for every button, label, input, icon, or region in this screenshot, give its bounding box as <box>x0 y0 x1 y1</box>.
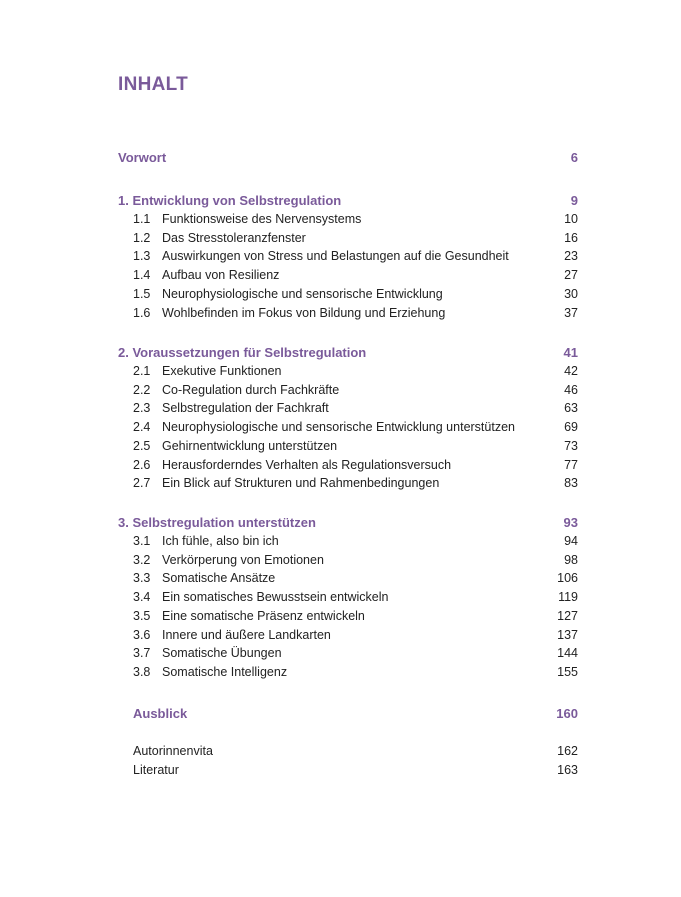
toc-section-number: 3.4 <box>133 590 151 604</box>
toc-section-label: Somatische Übungen <box>162 646 282 660</box>
toc-chapter-heading[interactable] <box>118 191 578 210</box>
toc-section-number: 2.7 <box>133 476 151 490</box>
toc-section-entry[interactable] <box>118 229 578 248</box>
toc-section-label: Innere und äußere Landkarten <box>162 628 331 642</box>
toc-chapter-page: 9 <box>570 193 578 208</box>
toc-section-page: 106 <box>557 571 578 585</box>
toc-section-label: Ich fühle, also bin ich <box>162 534 279 548</box>
toc-section-page: 98 <box>564 553 578 567</box>
toc-section-entry[interactable] <box>118 607 578 626</box>
toc-section-label: Funktionsweise des Nervensystems <box>162 212 362 226</box>
toc-section-entry[interactable] <box>118 551 578 570</box>
toc-section-number: 3.1 <box>133 534 151 548</box>
toc-section-entry[interactable] <box>118 304 578 323</box>
toc-section-entry[interactable] <box>118 644 578 663</box>
toc-section-number: 1.3 <box>133 249 151 263</box>
toc-section-label: Co-Regulation durch Fachkräfte <box>162 383 340 397</box>
toc-section-page: 42 <box>564 364 578 378</box>
toc-section-number: 3.5 <box>133 609 151 623</box>
toc-section-page: 37 <box>564 306 578 320</box>
toc-section-label: Ein Blick auf Strukturen und Rahmenbedingungen <box>162 476 440 490</box>
toc-section-page: 23 <box>564 249 578 263</box>
toc-section-label: Neurophysiologische und sensorische Entwicklung unterstützen <box>162 420 515 434</box>
toc-entry-page: 6 <box>570 150 578 165</box>
toc-section-entry[interactable] <box>118 381 578 400</box>
toc-section-label: Wohlbefinden im Fokus von Bildung und Erziehung <box>162 306 446 320</box>
toc-section-entry[interactable] <box>118 210 578 229</box>
toc-section-entry[interactable] <box>118 399 578 418</box>
toc-entry-page: 160 <box>556 706 578 721</box>
toc-section-number: 2.3 <box>133 401 151 415</box>
toc-chapter-label: 2. Voraussetzungen für Selbstregulation <box>118 345 367 360</box>
toc-chapter-heading[interactable] <box>118 343 578 362</box>
toc-section-label: Ein somatisches Bewusstsein entwickeln <box>162 590 389 604</box>
toc-section-entry[interactable] <box>118 663 578 682</box>
toc-section-label: Eine somatische Präsenz entwickeln <box>162 609 365 623</box>
toc-section-number: 2.1 <box>133 364 151 378</box>
toc-section-page: 119 <box>558 590 578 604</box>
toc-section-page: 30 <box>564 287 578 301</box>
toc-section-entry[interactable] <box>118 626 578 645</box>
toc-section-label: Aufbau von Resilienz <box>162 268 280 282</box>
toc-back-matter-entry[interactable] <box>118 742 578 761</box>
toc-section-label: Gehirnentwicklung unterstützen <box>162 439 338 453</box>
toc-section-label: Somatische Intelligenz <box>162 665 288 679</box>
toc-section-label: Verkörperung von Emotionen <box>162 553 324 567</box>
toc-section-label: Herausforderndes Verhalten als Regulationsversuch <box>162 458 452 472</box>
toc-section-page: 69 <box>564 420 578 434</box>
toc-section-number: 2.5 <box>133 439 151 453</box>
toc-section-page: 137 <box>557 628 578 642</box>
toc-section-page: 127 <box>557 609 578 623</box>
toc-section-number: 3.6 <box>133 628 151 642</box>
toc-section-page: 46 <box>564 383 578 397</box>
toc-entry-vorwort[interactable] <box>118 148 578 167</box>
toc-entry-label: Literatur <box>133 763 179 777</box>
toc-entry-ausblick[interactable] <box>118 704 578 723</box>
toc-section-number: 1.2 <box>133 231 151 245</box>
toc-section-entry[interactable] <box>118 437 578 456</box>
toc-section-entry[interactable] <box>118 285 578 304</box>
toc-section-entry[interactable] <box>118 266 578 285</box>
toc-section-number: 3.7 <box>133 646 151 660</box>
toc-section-page: 77 <box>564 458 578 472</box>
toc-section-page: 144 <box>557 646 578 660</box>
toc-chapter-label: 1. Entwicklung von Selbstregulation <box>118 193 342 208</box>
toc-chapter-page: 93 <box>563 515 578 530</box>
toc-section-number: 3.3 <box>133 571 151 585</box>
toc-section-page: 16 <box>564 231 578 245</box>
toc-section-label: Neurophysiologische und sensorische Entwicklung <box>162 287 443 301</box>
toc-section-entry[interactable] <box>118 362 578 381</box>
toc-section-page: 83 <box>564 476 578 490</box>
toc-chapter-heading[interactable] <box>118 513 578 532</box>
toc-section-number: 1.4 <box>133 268 151 282</box>
toc-chapter-label: 3. Selbstregulation unterstützen <box>118 515 316 530</box>
toc-back-matter-entry[interactable] <box>118 761 578 780</box>
toc-section-entry[interactable] <box>118 418 578 437</box>
toc-section-page: 27 <box>564 268 578 282</box>
toc-section-label: Somatische Ansätze <box>162 571 276 585</box>
toc-section-page: 63 <box>564 401 578 415</box>
toc-section-number: 3.2 <box>133 553 151 567</box>
toc-entry-page: 162 <box>557 744 578 758</box>
toc-section-number: 1.1 <box>133 212 151 226</box>
toc-section-number: 1.5 <box>133 287 151 301</box>
toc-section-entry[interactable] <box>118 588 578 607</box>
toc-entry-label: Autorinnenvita <box>133 744 213 758</box>
toc-chapter-page: 41 <box>563 345 578 360</box>
toc-section-number: 2.6 <box>133 458 151 472</box>
toc-section-entry[interactable] <box>118 569 578 588</box>
toc-section-page: 73 <box>564 439 578 453</box>
toc-section-label: Auswirkungen von Stress und Belastungen auf die Gesundheit <box>162 249 509 263</box>
toc-section-label: Selbstregulation der Fachkraft <box>162 401 329 415</box>
toc-entry-label: Vorwort <box>118 150 167 165</box>
toc-section-entry[interactable] <box>118 456 578 475</box>
toc-section-label: Das Stresstoleranzfenster <box>162 231 306 245</box>
toc-section-page: 94 <box>564 534 578 548</box>
toc-section-page: 10 <box>564 212 578 226</box>
toc-section-number: 3.8 <box>133 665 151 679</box>
toc-section-entry[interactable] <box>118 474 578 493</box>
toc-section-number: 2.2 <box>133 383 151 397</box>
toc-section-number: 1.6 <box>133 306 151 320</box>
toc-entry-page: 163 <box>557 763 578 777</box>
toc-section-entry[interactable] <box>118 247 578 266</box>
toc-section-number: 2.4 <box>133 420 151 434</box>
toc-section-label: Exekutive Funktionen <box>162 364 282 378</box>
toc-entry-label: Ausblick <box>133 706 188 721</box>
toc-section-page: 155 <box>557 665 578 679</box>
toc-section-entry[interactable] <box>118 532 578 551</box>
page-title: INHALT <box>118 74 189 95</box>
